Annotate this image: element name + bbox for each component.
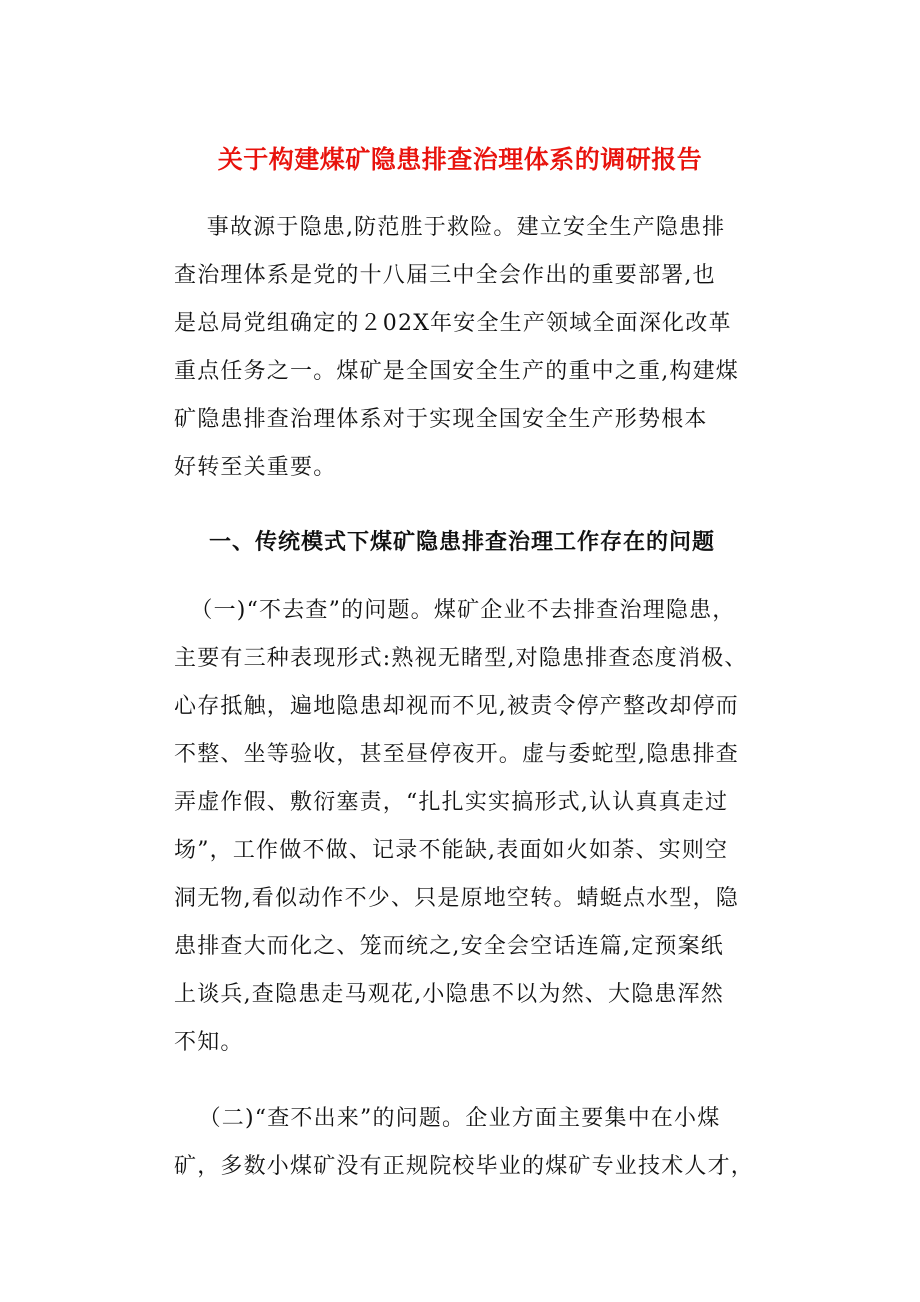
paragraph-line: 不整、坐等验收，甚至昼停夜开。虚与委蛇型,隐患排查: [174, 742, 739, 767]
paragraph-line: 弄虚作假、敷衍塞责，“扎扎实实搞形式,认认真真走过: [174, 790, 729, 815]
intro-paragraph: [174, 204, 754, 492]
paragraph-line: 好转至关重要。: [174, 455, 337, 480]
document-title: 关于构建煤矿隐患排查治理体系的调研报告: [217, 145, 703, 174]
paragraph-line: 事故源于隐患,防范胜于救险。建立安全生产隐患排: [174, 215, 726, 240]
paragraph-line: 是总局党组确定的２02X年安全生产领域全面深化改革: [174, 311, 732, 336]
paragraph-line: 场”，工作做不做、记录不能缺,表面如火如荼、实则空: [174, 838, 729, 863]
paragraph-line: 心存抵触，遍地隐患却视而不见,被责令停产整改却停而: [174, 694, 739, 719]
subsection-1-paragraph: [174, 587, 754, 1067]
paragraph-line: 重点任务之一。煤矿是全国安全生产的重中之重,构建煤: [174, 359, 739, 384]
paragraph-line: （一)“不去查”的问题。煤矿企业不去排查治理隐患，: [174, 598, 736, 623]
paragraph-line: 洞无物,看似动作不少、只是原地空转。蜻蜓点水型，隐: [174, 886, 739, 911]
subsection-2-paragraph: [174, 1095, 754, 1191]
paragraph-line: 查治理体系是党的十八届三中全会作出的重要部署,也: [174, 263, 716, 288]
paragraph-line: 主要有三种表现形式:熟视无睹型,对隐患排查态度消极、: [174, 646, 748, 671]
paragraph-line: 不知。: [174, 1030, 244, 1055]
section-heading: 一、传统模式下煤矿隐患排查治理工作存在的问题: [209, 529, 716, 555]
paragraph-line: 矿，多数小煤矿没有正规院校毕业的煤矿专业技术人才，: [174, 1154, 755, 1179]
paragraph-line: （二)“查不出来”的问题。企业方面主要集中在小煤: [174, 1106, 721, 1131]
paragraph-line: 矿隐患排查治理体系对于实现全国安全生产形势根本: [174, 407, 708, 432]
paragraph-line: 上谈兵,查隐患走马观花,小隐患不以为然、大隐患浑然: [174, 982, 724, 1007]
paragraph-line: 患排查大而化之、笼而统之,安全会空话连篇,定预案纸: [174, 934, 724, 959]
